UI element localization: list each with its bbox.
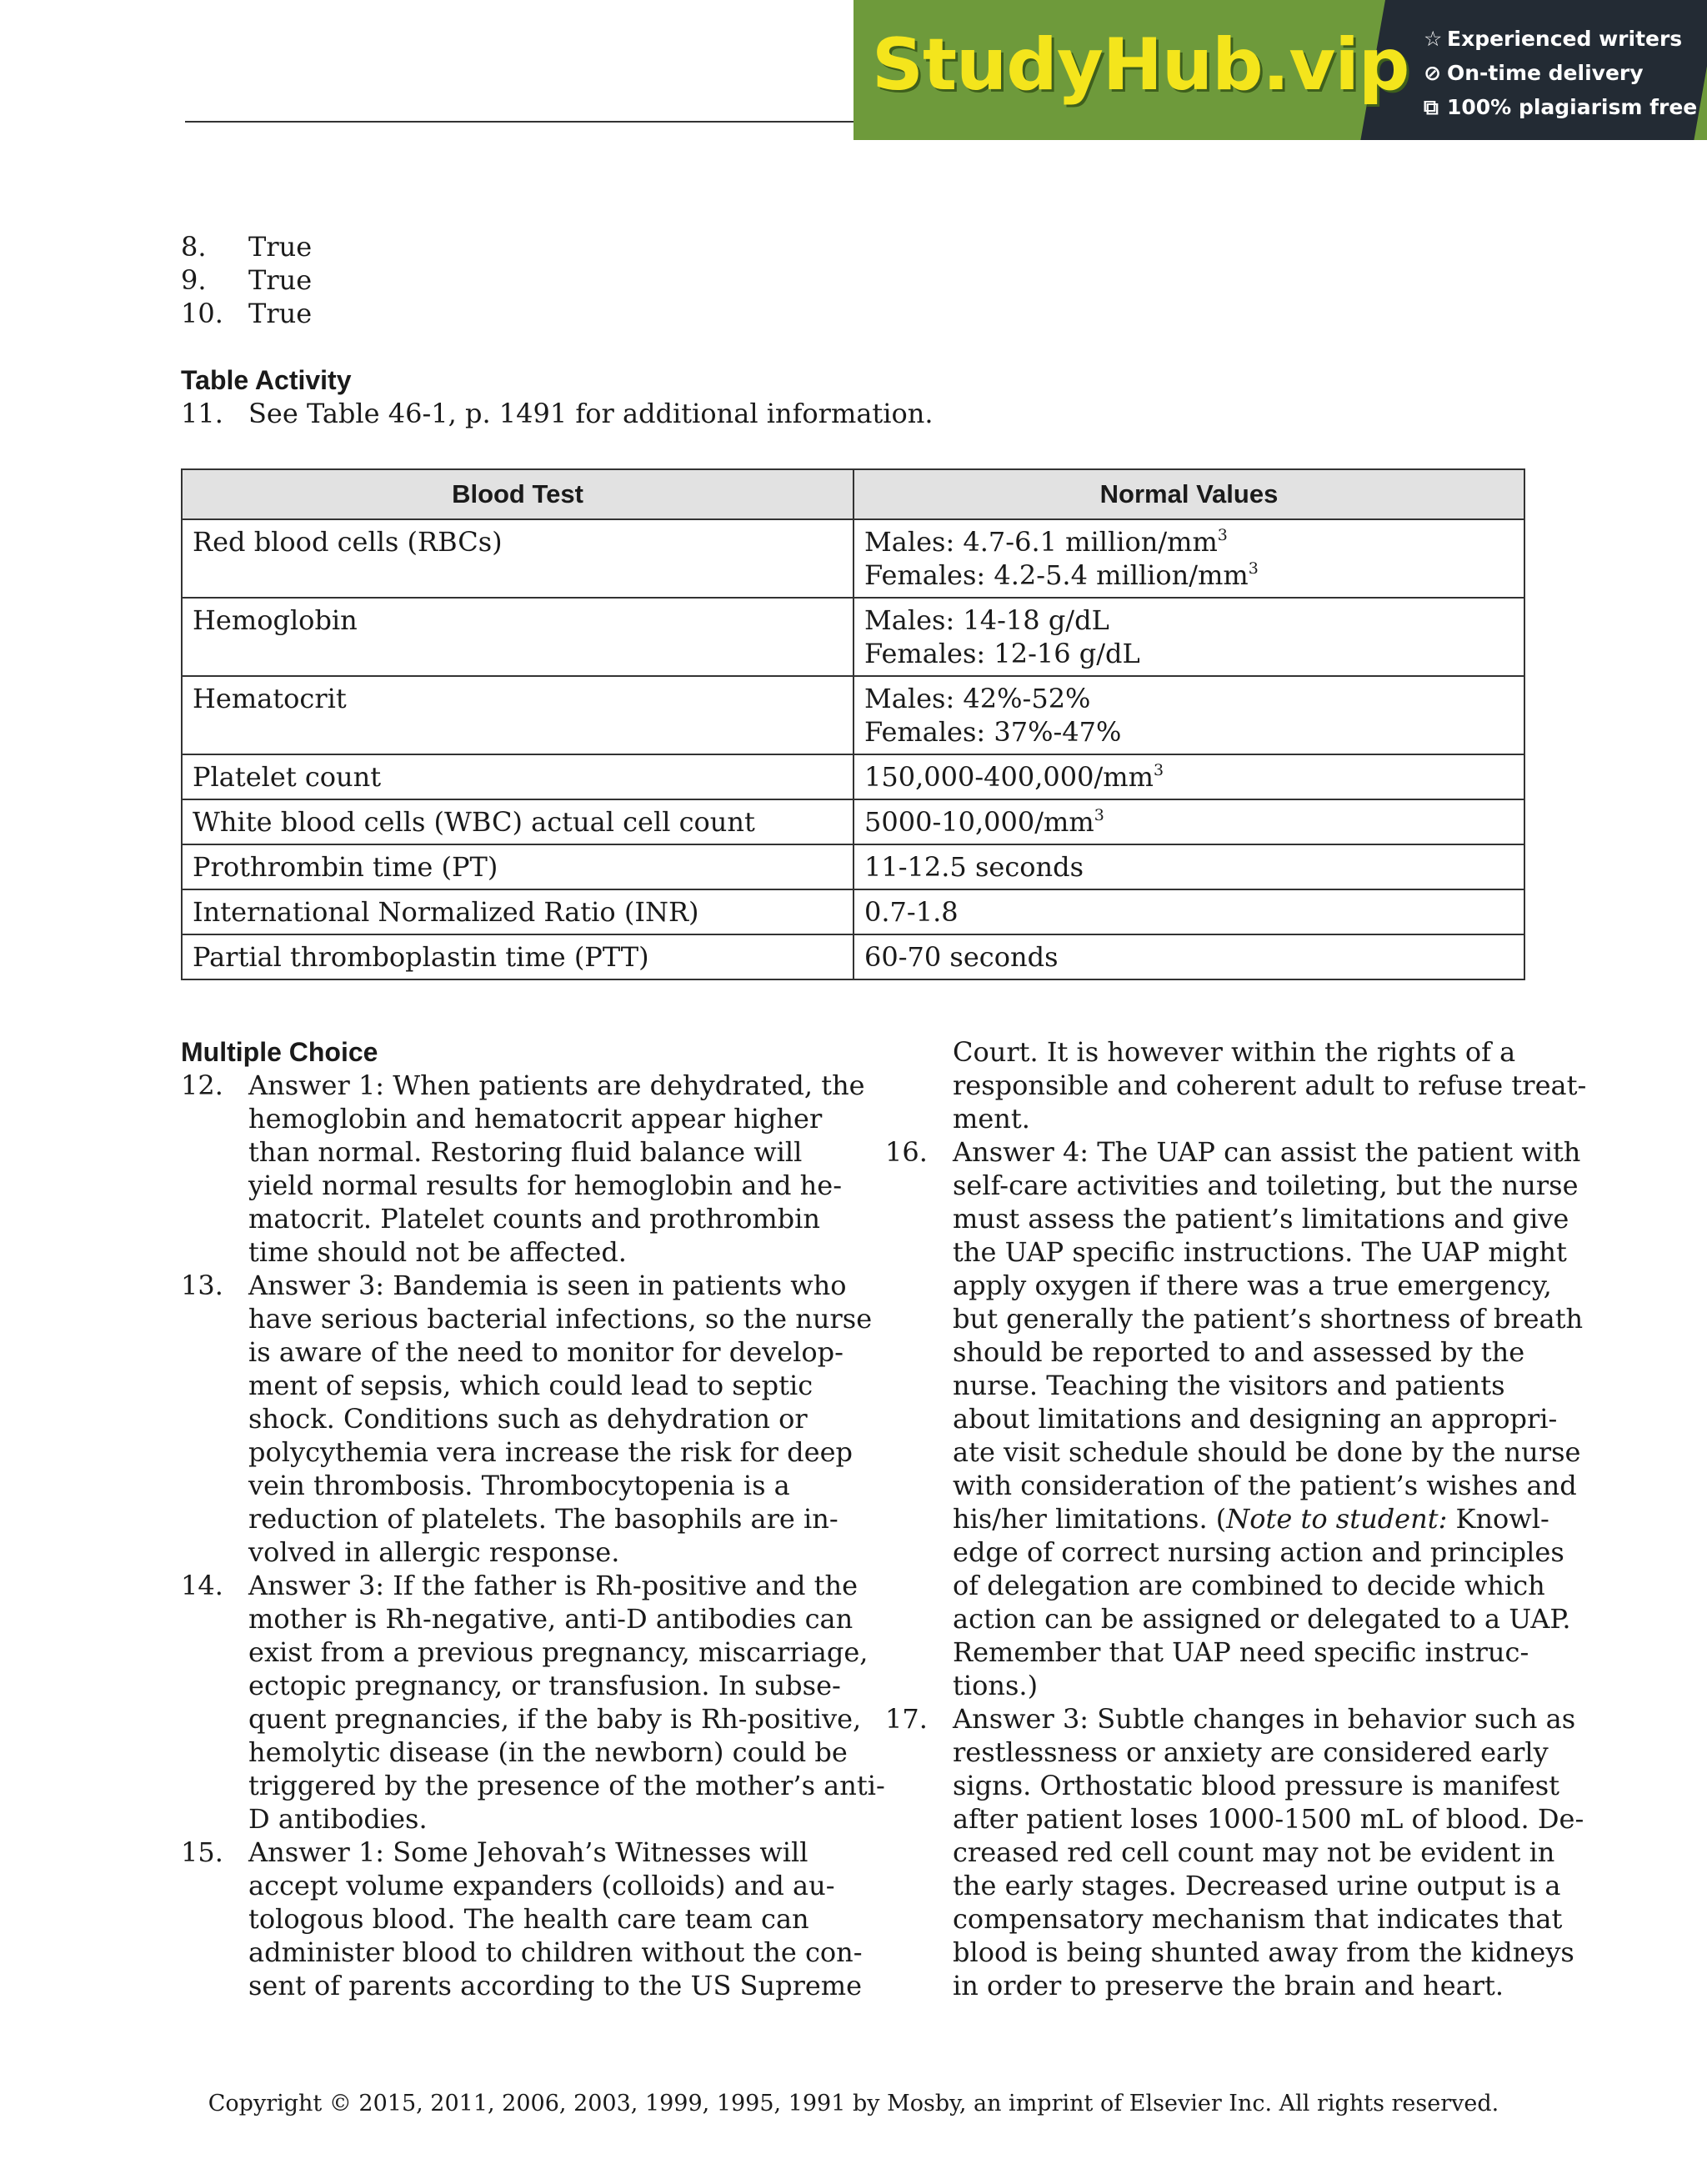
column-header-blood-test: Blood Test [182,469,854,519]
answer-17: 17. Answer 3: Subtle changes in behavior such as restlessness or anxiety are considered early signs. Orthostatic blood pressure is manifest after patient loses 1000-1500 mL of blood. De- creased red cell count may not be evident in the early stages. Decreased urine output is a compensatory mechanism that indicates that blood is being shunted away from the kidneys in order to preserve the brain and heart. [885,1703,1584,2001]
list-item: 10. True [181,298,313,329]
text-line: vein thrombosis. Thrombocytopenia is a [248,1470,790,1501]
text-line: polycythemia vera increase the risk for deep [248,1436,853,1468]
text-line: ment of sepsis, which could lead to septic [248,1370,813,1401]
header-rule [185,121,854,123]
left-column [181,1035,885,2002]
table-row [182,889,1524,934]
feature-experienced-writers: ☆ Experienced writers [1424,22,1697,56]
text-line: administer blood to children without the con- [248,1936,863,1968]
table-row [182,754,1524,799]
text-line: of delegation are combined to decide which [953,1570,1545,1601]
feature-plagiarism-free: ⧉ 100% plagiarism free [1424,90,1697,124]
answer-15-continued [885,1035,1587,1135]
text-line: should be reported to and assessed by the [953,1336,1525,1368]
text-line: Answer 4: The UAP can assist the patient with [953,1136,1581,1168]
table-header-row [182,469,1524,519]
copy-icon: ⧉ [1424,95,1439,119]
text-line: tologous blood. The health care team can [248,1903,809,1935]
table-cell: 60-70 seconds [854,934,1524,979]
text-line: blood is being shunted away from the kidneys [953,1936,1574,1968]
text-line: Answer 3: If the father is Rh-positive and the [248,1570,859,1601]
top-section [181,230,1527,430]
blood-values-table [181,468,1525,980]
text-line: Court. It is however within the rights of a [953,1036,1516,1068]
table-cell: Prothrombin time (PT) [182,844,854,889]
multiple-choice-heading: Multiple Choice [181,1037,378,1067]
feature-on-time-delivery: ⊘ On-time delivery [1424,56,1697,90]
table-cell: Males: 42%-52% Females: 37%-47% [854,676,1524,754]
column-header-normal-values: Normal Values [854,469,1524,519]
table-cell: Platelet count [182,754,854,799]
text-line: mother is Rh-negative, anti-D antibodies can [248,1603,854,1635]
table-cell: Partial thromboplastin time (PTT) [182,934,854,979]
text-line: ment. [953,1103,1030,1135]
table-cell: 11-12.5 seconds [854,844,1524,889]
text-line: accept volume expanders (colloids) and au- [248,1870,835,1901]
text-line: restlessness or anxiety are considered early [953,1736,1549,1768]
answer-14: 14. Answer 3: If the father is Rh-positive and the mother is Rh-negative, anti-D antibodies can exist from a previous pregnancy, miscarriage, ectopic pregnancy, or transfusion. In subse- quent pregnancies, if the baby is Rh-positive, hemolytic disease (in the newborn) could be triggered by the presence of the mother’s anti- D antibodies. [181,1570,885,1835]
text-line: hemoglobin and hematocrit appear higher [248,1103,823,1135]
text-line: volved in allergic response. [248,1536,620,1568]
text-line: ate visit schedule should be done by the nurse [953,1436,1581,1468]
studyhub-banner[interactable] [854,0,1707,140]
text-line: Answer 3: Bandemia is seen in patients who [248,1270,847,1301]
text-line: action can be assigned or delegated to a UAP. [953,1603,1571,1635]
text-line: about limitations and designing an appropri- [953,1403,1558,1435]
text-line: tions.) [953,1670,1039,1701]
table-cell: Males: 4.7-6.1 million/$mm^3$ Females: 4.2-5.4 million/$mm^3$ [854,519,1524,598]
text-line: matocrit. Platelet counts and prothrombin [248,1203,820,1235]
text-line: yield normal results for hemoglobin and he- [248,1170,843,1201]
table-row [182,676,1524,754]
text-line: hemolytic disease (in the newborn) could be [248,1736,848,1768]
table-row [182,598,1524,676]
table-cell: Males: 14-18 g/dL Females: 12-16 g/dL [854,598,1524,676]
text-line: Answer 3: Subtle changes in behavior such as [953,1703,1576,1735]
table-cell: 0.7-1.8 [854,889,1524,934]
text-line: is aware of the need to monitor for develop- [248,1336,843,1368]
list-item: 11. See Table 46-1, p. 1491 for additional information. [181,398,934,429]
text-line: edge of correct nursing action and principles [953,1536,1564,1568]
text-line: in order to preserve the brain and heart. [953,1970,1504,2001]
table-cell: International Normalized Ratio (INR) [182,889,854,934]
table-cell: Hematocrit [182,676,854,754]
table-activity-heading: Table Activity [181,365,352,395]
text-line: self-care activities and toileting, but the nurse [953,1170,1579,1201]
table-row [182,799,1524,844]
text-line: compensatory mechanism that indicates that [953,1903,1563,1935]
text-line: the early stages. Decreased urine output is a [953,1870,1561,1901]
text-line: the UAP specific instructions. The UAP might [953,1236,1567,1268]
table-row [182,844,1524,889]
star-icon: ☆ [1424,27,1443,51]
answer-13: 13. Answer 3: Bandemia is seen in patients who have serious bacterial infections, so the nurse is aware of the need to monitor for develop- ment of sepsis, which could lead to septic shock. Conditions such as dehydration or polycythemia vera increase the risk for deep vein thrombosis. Thrombocytopenia is a reduction of platelets. The basophils are in- volved in allergic response. [181,1270,873,1568]
text-line: ectopic pregnancy, or transfusion. In subse- [248,1670,841,1701]
text-line: than normal. Restoring fluid balance will [248,1136,803,1168]
text-line: time should not be affected. [248,1236,627,1268]
clock-icon: ⊘ [1424,61,1441,85]
text-line: nurse. Teaching the visitors and patients [953,1370,1505,1401]
text-line: triggered by the presence of the mother’s anti- [248,1770,885,1801]
text-line: must assess the patient’s limitations and give [953,1203,1569,1235]
text-line: quent pregnancies, if the baby is Rh-positive, [248,1703,862,1735]
right-column [885,1035,1587,2002]
text-line: apply oxygen if there was a true emergency, [953,1270,1552,1301]
text-line: reduction of platelets. The basophils are in- [248,1503,838,1535]
table-cell: $5000-10,000/mm^3$ [854,799,1524,844]
copyright-footer: Copyright © 2015, 2011, 2006, 2003, 1999, 1995, 1991 by Mosby, an imprint of Elsevier Inc. All rights reserved. [208,2091,1499,2116]
table-cell: White blood cells (WBC) actual cell count [182,799,854,844]
table-cell: Red blood cells (RBCs) [182,519,854,598]
table-cell: Hemoglobin [182,598,854,676]
text-line: Answer 1: Some Jehovah’s Witnesses will [248,1836,808,1868]
table-cell: $150,000-400,000/mm^3$ [854,754,1524,799]
list-item: 8. True [181,231,313,263]
text-line: after patient loses 1000-1500 mL of blood. De- [953,1803,1584,1835]
text-line: but generally the patient’s shortness of breath [953,1303,1584,1335]
text-line: creased red cell count may not be evident in [953,1836,1555,1868]
answer-12: 12. Answer 1: When patients are dehydrated, the hemoglobin and hematocrit appear higher than normal. Restoring fluid balance will yield normal results for hemoglobin and he- matocrit. Platelet counts and prothrombin time should not be affected. [181,1069,865,1268]
text-line: have serious bacterial infections, so the nurse [248,1303,873,1335]
text-line: shock. Conditions such as dehydration or [248,1403,808,1435]
banner-features [1424,22,1697,124]
table-row [182,519,1524,598]
list-item: 9. True [181,264,313,296]
studyhub-logo: StudyHub.vip [872,23,1409,107]
text-line: sent of parents according to the US Supreme [248,1970,863,2001]
text-line: exist from a previous pregnancy, miscarriage, [248,1636,869,1668]
text-line: Answer 1: When patients are dehydrated, the [248,1069,865,1101]
answer-15: 15. Answer 1: Some Jehovah’s Witnesses will accept volume expanders (colloids) and au- tologous blood. The health care team can administer blood to children without the con- sent of parents according to the US Supreme [181,1836,863,2001]
text-line: Remember that UAP need specific instruc- [953,1636,1529,1668]
text-line: signs. Orthostatic blood pressure is manifest [953,1770,1559,1801]
answer-16: 16. Answer 4: The UAP can assist the patient with self-care activities and toileting, but the nurse must assess the patient’s limitations and give the UAP specific instructions. The UAP might apply oxygen if there was a true emergency, but generally the patient’s shortness of breath should be reported to and assessed by the nurse. Teaching the visitors and patients about limitations and designing an appropri- ate visit schedule should be done by the nurse with consideration of the patient’s wishes and his/her limitations. (Note to student: Knowl- edge of correct nursing action and principles of delegation are combined to decide which action can be assigned or delegated to a UAP. Remember that UAP need specific instruc- tions.) [885,1136,1584,1701]
table-row [182,934,1524,979]
text-line: responsible and coherent adult to refuse treat- [953,1069,1587,1101]
text-line: with consideration of the patient’s wishes and [953,1470,1577,1501]
text-line: D antibodies. [248,1803,428,1835]
